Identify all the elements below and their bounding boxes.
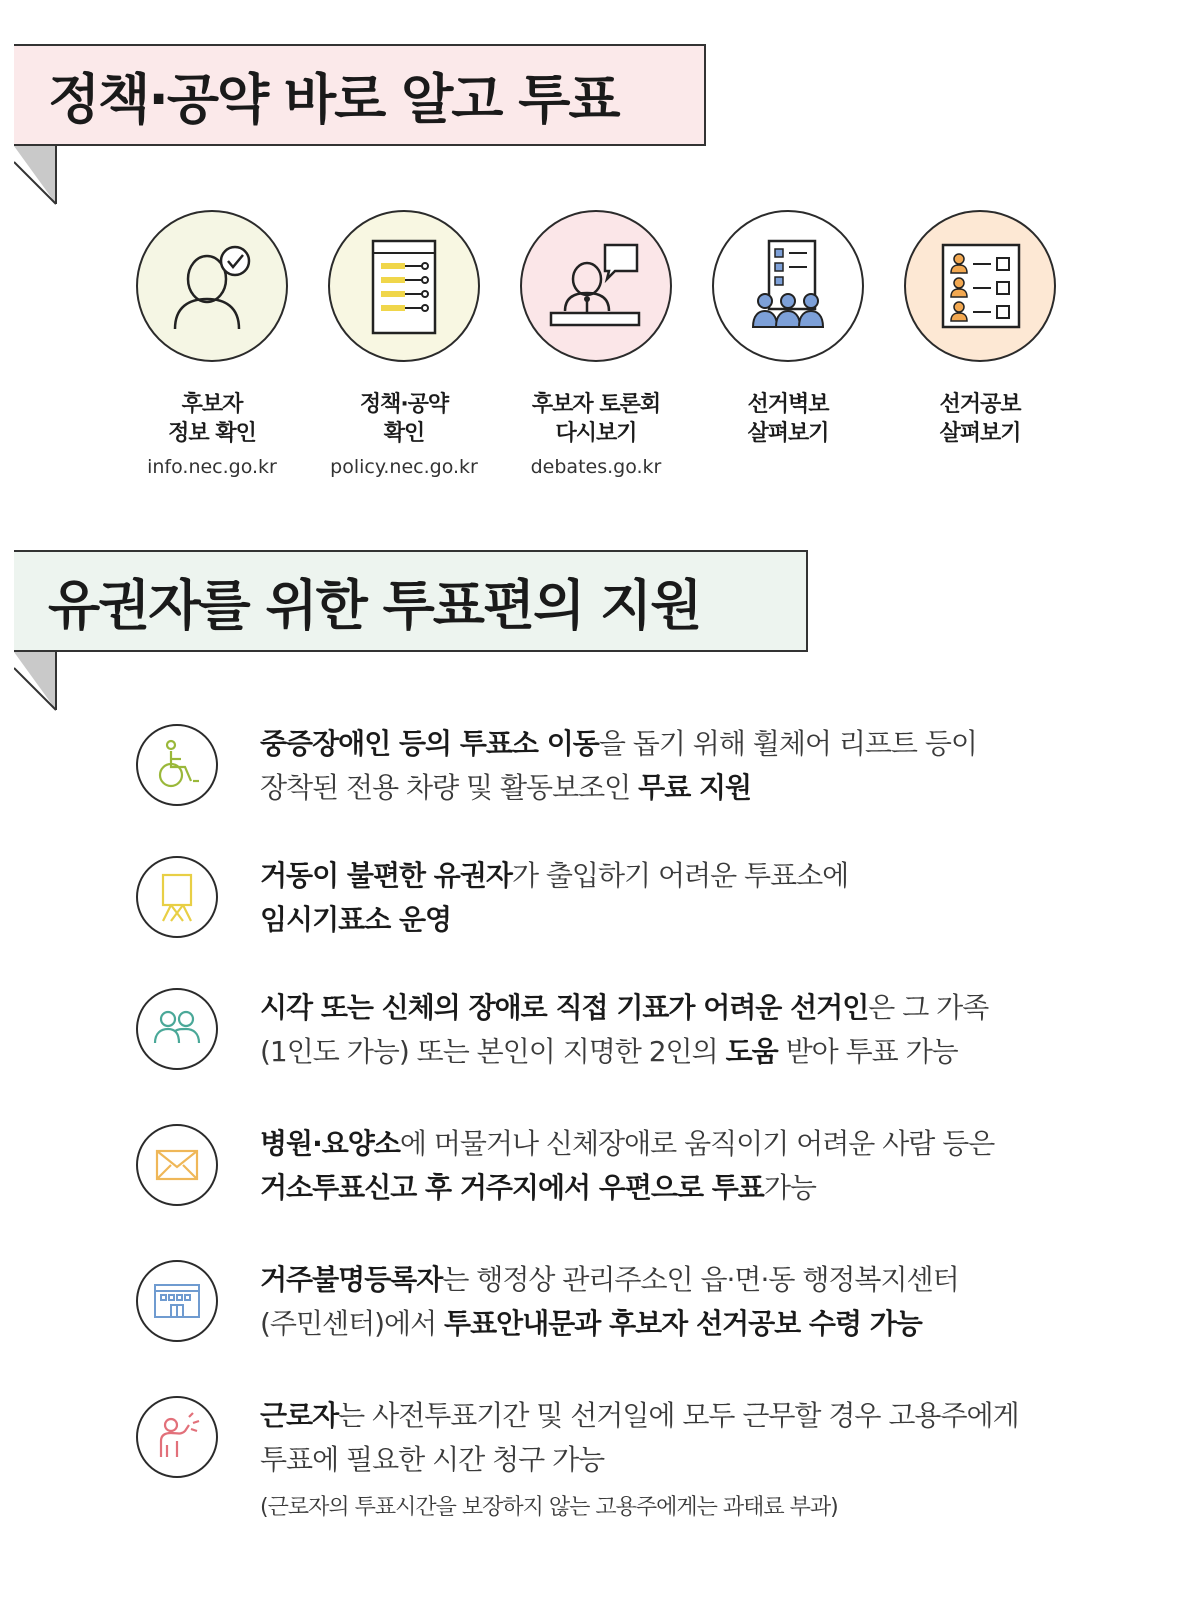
two-people-icon <box>149 1001 205 1057</box>
item-text: 는 행정상 관리주소인 읍·면·동 행정복지센터 <box>442 1263 959 1296</box>
service-label-line1: 후보자 <box>181 392 243 417</box>
election-poster-icon <box>733 231 843 341</box>
item-text-bold: 중증장애인 등의 투표소 이동 <box>260 727 599 760</box>
item-text: 에 머물거나 신체장애로 움직이기 어려운 사람 등은 <box>399 1127 995 1160</box>
service-url[interactable]: debates.go.kr <box>530 456 662 478</box>
item-footnote: (근로자의 투표시간을 보장하지 않는 고용주에게는 과태료 부과) <box>260 1495 838 1520</box>
item-text: 가 출입하기 어려운 투표소에 <box>511 859 849 892</box>
banner-fold-decoration <box>14 652 58 712</box>
item-text-bold: 도움 <box>725 1035 778 1068</box>
item-text: 장착된 전용 차량 및 활동보조인 <box>260 771 639 804</box>
service-label-line2: 살펴보기 <box>747 421 829 446</box>
service-circle <box>136 210 288 362</box>
community-center-icon <box>149 1273 205 1329</box>
item-text-bold: 거동이 불편한 유권자 <box>260 859 512 892</box>
item-text-bold: 거소투표신고 후 거주지에서 우편으로 투표 <box>260 1171 764 1204</box>
section1-title: 정책·공약 바로 알고 투표 <box>48 67 619 131</box>
item-text-bold: 거주불명등록자 <box>260 1263 443 1296</box>
service-label-line2: 정보 확인 <box>168 421 256 446</box>
service-circle <box>712 210 864 362</box>
item-text: 을 돕기 위해 휠체어 리프트 등이 <box>598 727 977 760</box>
item-text: (1인도 가능) 또는 본인이 지명한 2인의 <box>260 1035 726 1068</box>
candidate-list-icon <box>925 231 1035 341</box>
service-label-line1: 정책·공약 <box>359 392 449 417</box>
service-url[interactable]: info.nec.go.kr <box>147 456 277 478</box>
service-label-line2: 다시보기 <box>555 421 637 446</box>
section2-banner <box>14 550 808 652</box>
voting-booth-icon <box>149 869 205 925</box>
service-circle <box>904 210 1056 362</box>
item-text: (주민센터)에서 <box>260 1307 445 1340</box>
wheelchair-icon <box>149 737 205 793</box>
envelope-icon <box>149 1137 205 1193</box>
item-text: 가능 <box>763 1171 816 1204</box>
item-text-bold: 근로자 <box>260 1399 339 1432</box>
service-url[interactable]: policy.nec.go.kr <box>330 456 478 478</box>
debate-speaker-icon <box>541 231 651 341</box>
candidate-check-icon <box>157 231 267 341</box>
item-text: 은 그 가족 <box>868 991 989 1024</box>
item-text: 는 사전투표기간 및 선거일에 모두 근무할 경우 고용주에게 <box>338 1399 1019 1432</box>
policy-document-icon <box>349 231 459 341</box>
worker-request-icon <box>149 1409 205 1465</box>
item-text-bold: 병원·요양소 <box>260 1127 400 1160</box>
service-label-line1: 후보자 토론회 <box>531 392 661 417</box>
service-label-line2: 살펴보기 <box>939 421 1021 446</box>
item-text-bold: 투표안내문과 후보자 선거공보 수령 가능 <box>444 1307 922 1340</box>
service-label-line1: 선거공보 <box>939 392 1021 417</box>
banner-fold-decoration <box>14 146 58 206</box>
service-label-line2: 확인 <box>383 421 425 446</box>
service-circle <box>520 210 672 362</box>
item-text-bold: 시각 또는 신체의 장애로 직접 기표가 어려운 선거인 <box>260 991 869 1024</box>
section1-banner <box>14 44 706 146</box>
item-text: 받아 투표 가능 <box>777 1035 958 1068</box>
section2-title: 유권자를 위한 투표편의 지원 <box>48 573 701 637</box>
item-text-bold: 무료 지원 <box>638 771 752 804</box>
service-circle <box>328 210 480 362</box>
item-text: 투표에 필요한 시간 청구 가능 <box>260 1443 605 1476</box>
service-label-line1: 선거벽보 <box>747 392 829 417</box>
item-text-bold: 임시기표소 운영 <box>260 903 452 936</box>
